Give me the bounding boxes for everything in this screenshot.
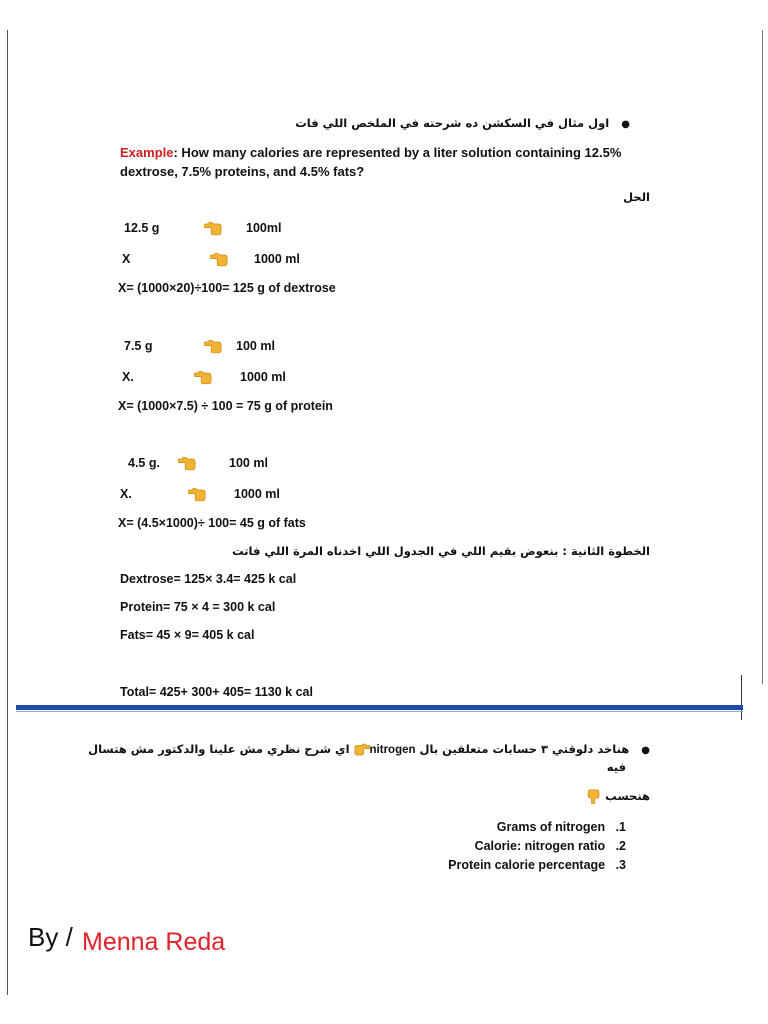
step2-text: الخطوة الثانية : بنعوض بقيم اللي في الجدول اللي اخدناه المرة اللي فاتت [232,544,650,558]
list-item-number: .3 [615,858,626,872]
list-item-text: Protein calorie percentage [448,858,606,872]
pointing-hand-icon [210,252,228,267]
block1-result: X= (1000×20)÷100= 125 g of dextrose [118,281,336,295]
section-divider [16,705,743,710]
block1-row1-left: 12.5 g [124,221,160,235]
list-item-text: Calorie: nitrogen ratio [474,839,606,853]
intro-text: اول مثال في السكشن ده شرحته في الملخص اللي فات [295,116,610,130]
block2-result: X= (1000×7.5) ÷ 100 = 75 g of protein [118,399,333,413]
pointing-hand-icon [204,339,222,354]
block1-row2-right: 1000 ml [254,252,300,266]
calc-protein: Protein= 75 × 4 = 300 k cal [120,600,276,614]
example-label: Example [120,145,174,160]
bullet-dot: ● [621,119,630,130]
block3-row2-left: X. [120,487,132,501]
list-item-text: Grams of nitrogen [496,820,606,834]
pointing-hand-icon [204,221,222,236]
nitrogen-paragraph-line1 [88,742,650,756]
block1-row1-right: 100ml [246,221,282,235]
calc-heading-row [587,789,650,804]
page-border-right [762,30,763,684]
pointing-down-hand-icon [587,789,601,804]
block2-row1-left: 7.5 g [124,339,153,353]
solution-heading: الحل [623,190,650,204]
calc-fats: Fats= 45 × 9= 405 k cal [120,628,255,642]
nitrogen-paragraph-line2: فيه [606,760,626,774]
list-item [448,858,626,872]
page-border-left [7,30,8,995]
list-item [497,820,626,834]
signature-name: Menna Reda [82,928,226,956]
pointing-hand-icon [188,487,206,502]
nitrogen-part1: هناخد دلوقتي ٣ حسابات متعلقين بال [419,742,630,756]
page-border-right-lower [741,675,742,720]
block3-row1-left: 4.5 g. [128,456,160,470]
list-item [475,839,626,853]
calc-heading: هنحسب [605,789,650,803]
section-divider-shadow [16,711,743,712]
block3-result: X= (4.5×1000)÷ 100= 45 g of fats [118,516,306,530]
calc-dextrose: Dextrose= 125× 3.4= 425 k cal [120,572,297,586]
pointing-hand-icon [194,370,212,385]
calc-total: Total= 425+ 300+ 405= 1130 k cal [120,685,313,699]
block2-row2-left: X. [122,370,134,384]
bullet-dot: ● [641,745,650,756]
pointing-hand-icon [178,456,196,471]
list-item-number: .2 [615,839,626,853]
pointing-hand-icon [354,743,370,756]
block2-row2-right: 1000 ml [240,370,286,384]
list-item-number: .1 [615,820,626,834]
nitrogen-part2: اي شرح نظري مش علينا والدكتور مش هتسال [88,742,350,756]
nitrogen-keyword: nitrogen [369,744,416,756]
example-line-1 [120,145,621,160]
intro-bullet [295,116,630,130]
block3-row1-right: 100 ml [229,456,268,470]
example-line-2: dextrose, 7.5% proteins, and 4.5% fats? [120,164,365,179]
block2-row1-right: 100 ml [236,339,275,353]
signature-by: By / [28,922,73,952]
example-text-1: : How many calories are represented by a liter solution containing 12.5% [173,145,622,160]
block1-row2-left: X [122,252,131,266]
block3-row2-right: 1000 ml [234,487,280,501]
